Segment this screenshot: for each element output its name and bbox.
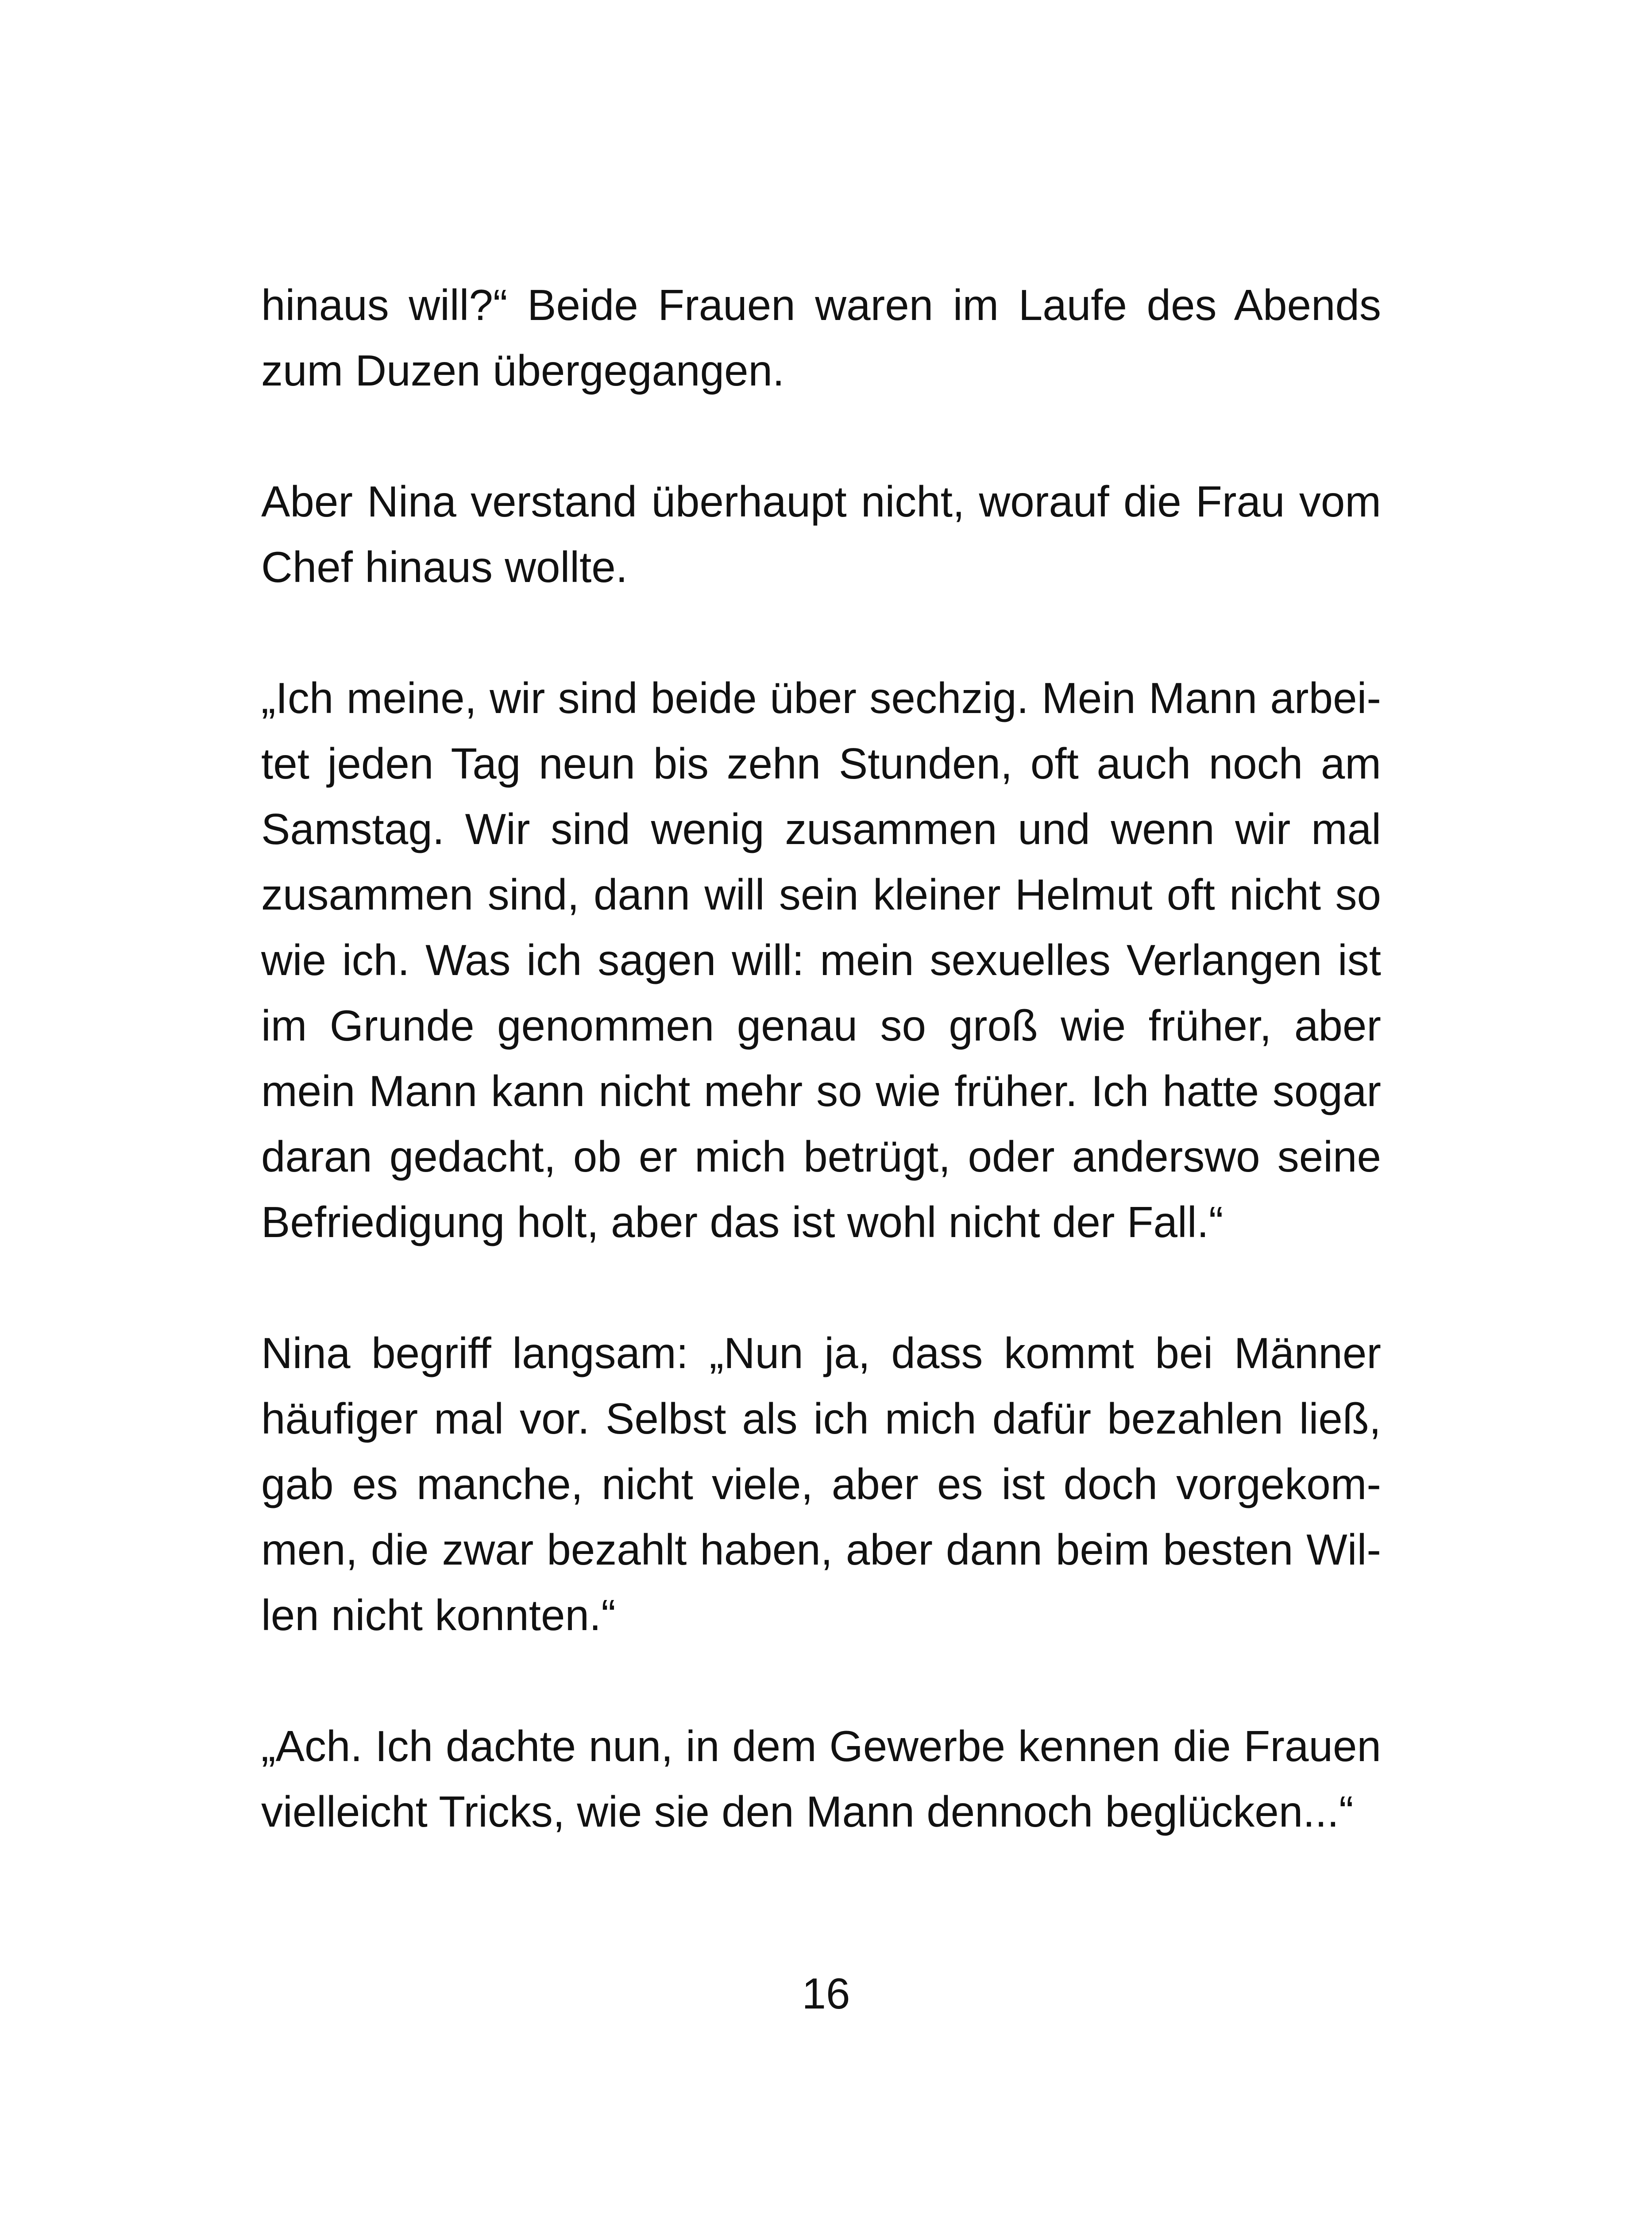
paragraph-5: „Ach. Ich dachte nun, in dem Gewerbe kennen die Frauen vielleicht Tricks, wie sie den Mann dennoch beglücken...“: [261, 1722, 1381, 1836]
body-text: [261, 272, 1381, 1844]
paragraph-4: Nina begriff langsam: „Nun ja, dass kommt bei Männer häufiger mal vor. Selbst als ich mich dafür bezahlen ließ, gab es manche, nicht viele, aber es ist doch vorgekommen, die zwar bezahlt haben, aber dann beim besten Willen nicht konnten.“: [261, 1329, 1381, 1639]
page-number: 16: [802, 1969, 850, 2018]
paragraph-3: „Ich meine, wir sind beide über sechzig. Mein Mann arbeitet jeden Tag neun bis zehn Stunden, oft auch noch am Samstag. Wir sind wenig zusammen und wenn wir mal zusammen sind, dann will sein kleiner Helmut oft nicht so wie ich. Was ich sagen will: mein sexuelles Verlangen ist im Grunde genommen genau so groß wie früher, aber mein Mann kann nicht mehr so wie früher. Ich hatte sogar daran gedacht, ob er mich betrügt, oder anderswo seine Befriedigung holt, aber das ist wohl nicht der Fall.“: [261, 674, 1381, 1246]
paragraph-2: Aber Nina verstand überhaupt nicht, worauf die Frau vom Chef hinaus wollte.: [261, 477, 1381, 591]
paragraph-1: hinaus will?“ Beide Frauen waren im Laufe des Abends zum Duzen übergegangen.: [261, 281, 1381, 395]
